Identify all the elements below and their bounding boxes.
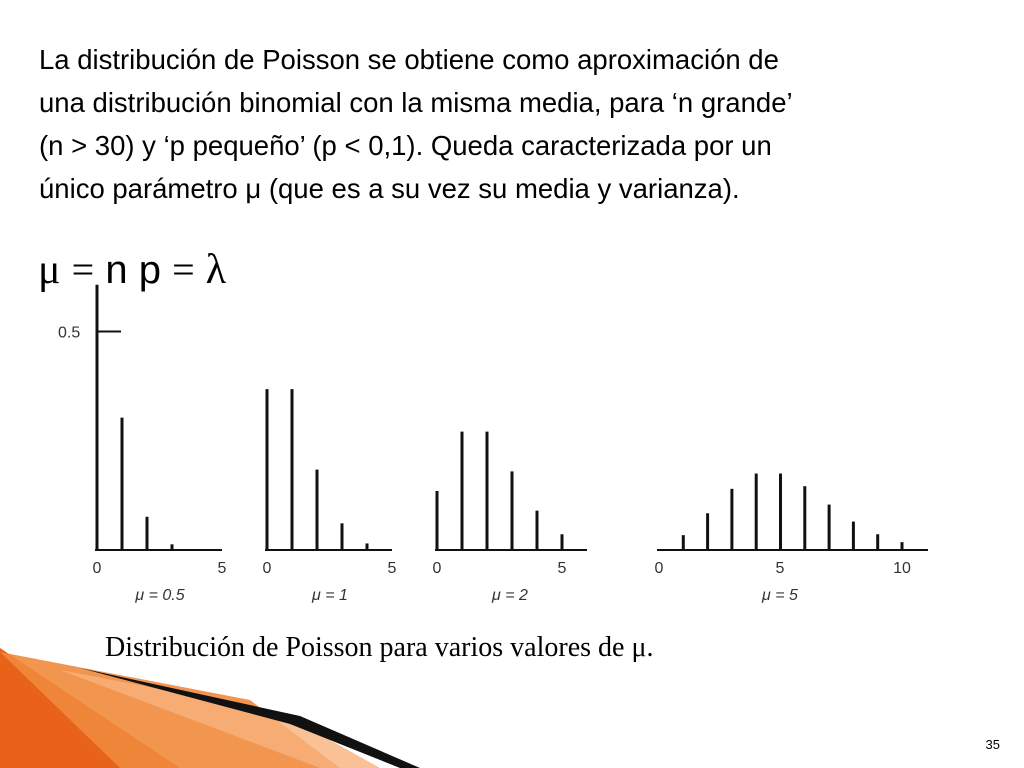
figure-caption: Distribución de Poisson para varios valores de μ. xyxy=(105,632,654,663)
formula-lambda: λ xyxy=(205,247,227,293)
x-tick-label: 0 xyxy=(262,560,272,577)
formula-np: n p xyxy=(105,248,161,292)
formula-equals: = xyxy=(172,247,195,292)
x-tick-label: 5 xyxy=(557,560,567,577)
x-tick-label: 5 xyxy=(217,560,227,577)
intro-line: único parámetro μ (que es a su vez su media y varianza). xyxy=(39,173,740,204)
mu-label: μ = 5 xyxy=(762,587,798,604)
page-number: 35 xyxy=(985,737,1000,752)
x-tick-label: 0 xyxy=(432,560,442,577)
intro-line: (n > 30) y ‘p pequeño’ (p < 0,1). Queda caracterizada por un xyxy=(39,130,772,161)
mu-label: μ = 0.5 xyxy=(135,587,185,604)
x-tick-label: 5 xyxy=(775,560,785,577)
mu-label: μ = 2 xyxy=(492,587,528,604)
formula-equals: = xyxy=(71,247,95,292)
intro-line: una distribución binomial con la misma media, para ‘n grande’ xyxy=(39,87,793,118)
x-tick-label: 0 xyxy=(92,560,102,577)
y-tick-label: 0.5 xyxy=(58,324,81,342)
x-tick-label: 10 xyxy=(893,560,911,577)
mu-label: μ = 1 xyxy=(312,587,348,604)
formula-mu: μ xyxy=(38,247,61,293)
x-tick-label: 5 xyxy=(387,560,397,577)
x-tick-label: 0 xyxy=(654,560,664,577)
intro-line: La distribución de Poisson se obtiene como aproximación de xyxy=(39,44,779,75)
